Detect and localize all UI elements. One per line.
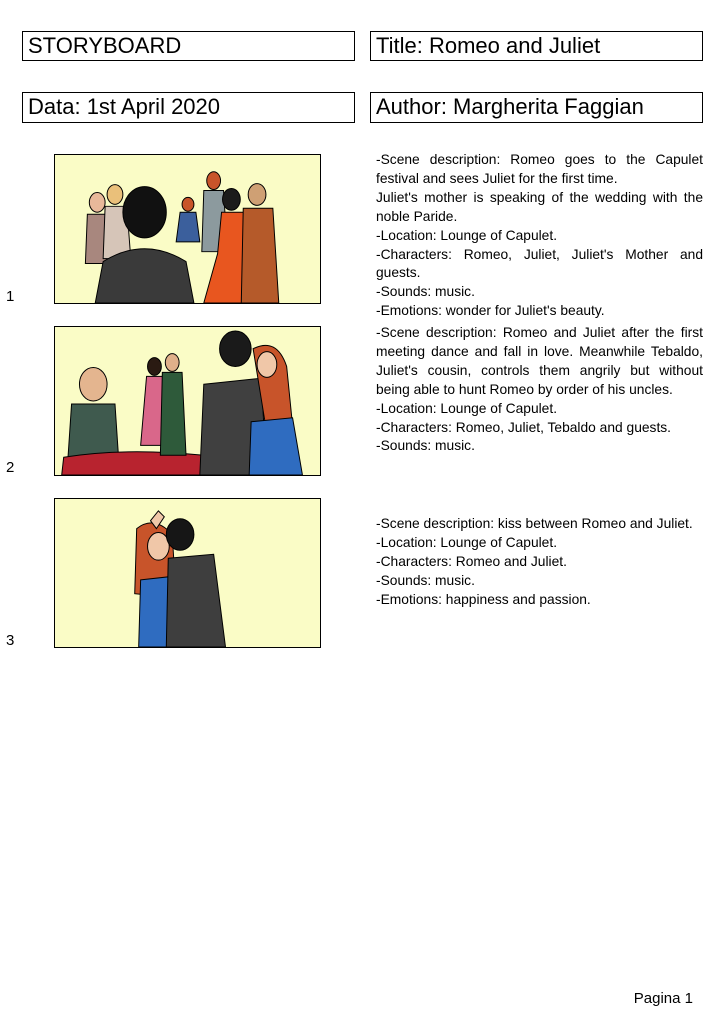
scene-3-drawing bbox=[55, 499, 320, 647]
scene-characters-line: -Characters: Romeo, Juliet, Tebaldo and guests. bbox=[376, 419, 672, 435]
storyboard-label: STORYBOARD bbox=[22, 31, 355, 61]
scene-description-line: -Scene description: kiss between Romeo and Juliet. bbox=[376, 516, 693, 531]
scene-sounds-line: -Sounds: music. bbox=[376, 572, 475, 588]
scene-number: 2 bbox=[6, 459, 15, 476]
scene-location-line: -Location: Lounge of Capulet. bbox=[376, 400, 558, 416]
author-field: Author: Margherita Faggian bbox=[370, 92, 703, 123]
scene-1-description bbox=[376, 151, 703, 321]
scene-number: 3 bbox=[6, 632, 15, 649]
date-field: Data: 1st April 2020 bbox=[22, 92, 355, 123]
scene-sounds-line: -Sounds: music. bbox=[376, 438, 475, 454]
scene-2-description bbox=[376, 324, 703, 456]
scene-2-illustration bbox=[54, 326, 321, 476]
title-field: Title: Romeo and Juliet bbox=[370, 31, 703, 61]
scene-description-line: Juliet's mother is speaking of the wedding with the noble Paride. bbox=[376, 189, 703, 224]
scene-emotions-line: -Emotions: wonder for Juliet's beauty. bbox=[376, 303, 605, 319]
scene-description-line: -Scene description: Romeo goes to the Capulet festival and sees Juliet for the first time. bbox=[376, 152, 703, 186]
scene-2-drawing bbox=[55, 327, 320, 475]
scene-characters-line: -Characters: Romeo, Juliet, Juliet's Mother and guests. bbox=[376, 246, 703, 281]
scene-sounds-line: -Sounds: music. bbox=[376, 284, 475, 300]
scene-3-illustration bbox=[54, 498, 321, 648]
scene-location-line: -Location: Lounge of Capulet. bbox=[376, 227, 558, 243]
scene-3-description bbox=[376, 515, 703, 610]
scene-1-illustration bbox=[54, 154, 321, 304]
scene-1-drawing bbox=[55, 155, 320, 303]
scene-location-line: -Location: Lounge of Capulet. bbox=[376, 534, 558, 550]
scene-emotions-line: -Emotions: happiness and passion. bbox=[376, 591, 591, 607]
scene-number: 1 bbox=[6, 288, 15, 305]
page-number: Pagina 1 bbox=[633, 990, 693, 1007]
scene-description-line: -Scene description: Romeo and Juliet after the first meeting dance and fall in love. Meanwhile Tebaldo, Juliet's cousin, controls them angrily but without being able to hunt Romeo by order of his uncles. bbox=[376, 325, 703, 397]
scene-characters-line: -Characters: Romeo and Juliet. bbox=[376, 553, 567, 569]
